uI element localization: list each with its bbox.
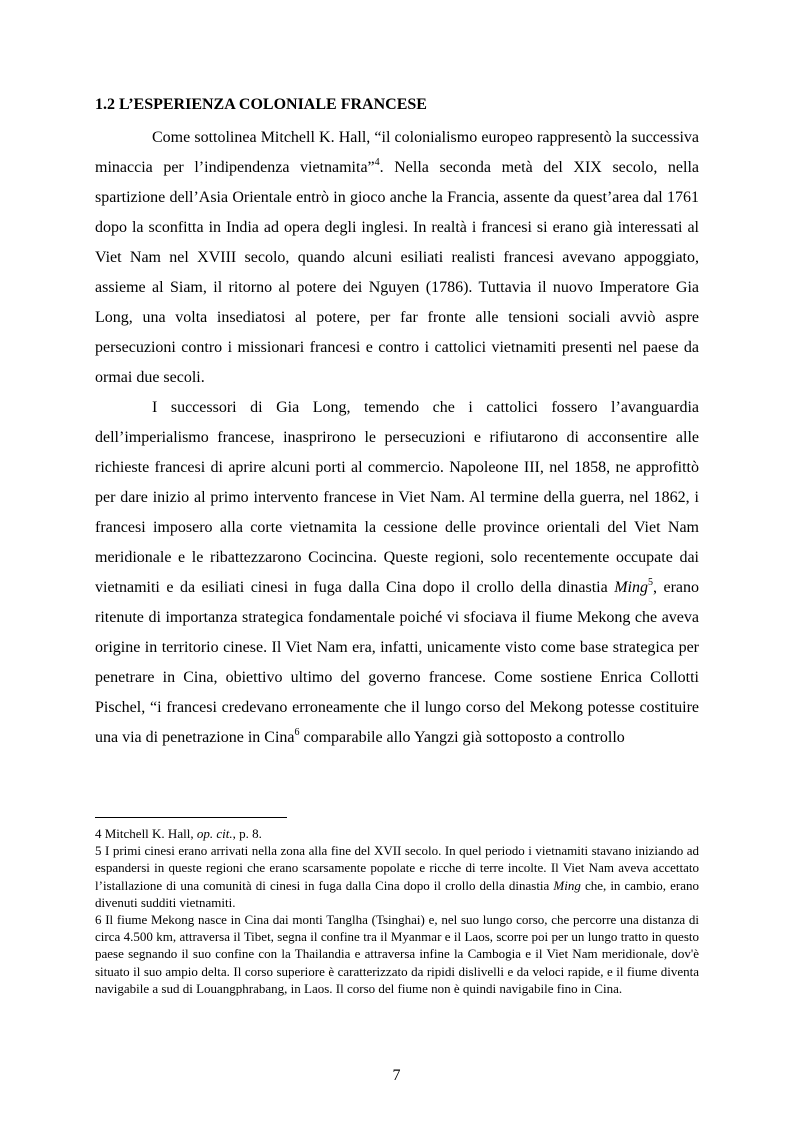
footnote-4-op-cit: op. cit. — [196, 826, 233, 841]
paragraph-2-text-c: comparabile allo Yangzi già sottoposto a controllo — [299, 729, 625, 746]
footnote-5-text-b: che, in cambio, erano divenuti sudditi vietnamiti. — [95, 877, 699, 910]
footnote-5-ming: Ming — [553, 877, 581, 893]
footnote-4-text-b: , p. 8. — [232, 826, 262, 841]
page-number: 7 — [392, 1067, 401, 1084]
footnote-ref-6: 6 — [294, 727, 300, 738]
footnote-ref-4: 4 — [374, 157, 380, 168]
footnote-ref-5: 5 — [647, 577, 653, 588]
footnotes — [95, 825, 699, 997]
paragraph-1 — [95, 123, 699, 393]
paragraph-1-text-b: . Nella seconda metà del XIX secolo, nella spartizione dell’Asia Orientale entrò in gioco anche la Francia, assente da quest’area dal 1761 dopo la sconfitta in India ad opera degli inglesi. In realtà i francesi si erano già interessati al Viet Nam nel XVIII secolo, quando alcuni esiliati realisti francesi avevano appoggiato, assieme al Siam, il ritorno al potere dei Nguyen (1786). Tuttavia il nuovo Imperatore Gia Long, una volta insediatosi al potere, per far fronte alle tensioni sociali avviò aspre persecuzioni contro i missionari francesi e contro i cattolici vietnamiti presenti nel paese da ormai due secoli. — [95, 159, 700, 386]
footnote-6 — [95, 911, 699, 997]
footnote-5-text-a: 5 I primi cinesi erano arrivati nella zona alla fine del XVII secolo. In quel periodo i vietnamiti stavano iniziando ad espandersi in queste regioni che erano scarsamente popolate e ricche di terre incolte. Il Viet Nam aveva accettato l’istallazione di una comunità di cinesi in fuga dalla Cina dopo il crollo della dinastia — [95, 843, 699, 893]
section-heading: 1.2 L’ESPERIENZA COLONIALE FRANCESE — [95, 96, 427, 113]
footnote-6-text: 6 Il fiume Mekong nasce in Cina dai monti Tanglha (Tsinghai) e, nel suo lungo corso, che percorre una distanza di circa 4.500 km, attraversa il Tibet, segna il confine tra il Myanmar e il Laos, scorre poi per un lungo tratto in questo paese segnando il suo confine con la Thailandia e attraversa infine la Cambogia e il Viet Nam meridionale, dov'è situato il suo ampio delta. Il corso superiore è caratterizzato da ripidi dislivelli e da veloci rapide, e il fiume diventa navigabile a sud di Louangphrabang, in Laos. Il corso del fiume non è quindi navigabile fino in Cina. — [95, 912, 699, 996]
footnote-5 — [95, 842, 699, 911]
body-text — [95, 123, 699, 753]
paragraph-2-text-b: , erano ritenute di importanza strategica fondamentale poiché vi sfociava il fiume Mekong che aveva origine in territorio cinese. Il Viet Nam era, infatti, unicamente visto come base strategica per penetrare in Cina, obiettivo ultimo del governo francese. Come sostiene Enrica Collotti Pischel, “i francesi credevano erroneamente che il lungo corso del Mekong potesse costituire una via di penetrazione in Cina — [95, 579, 700, 746]
dynasty-name-ming: Ming — [614, 579, 648, 596]
footnote-separator — [95, 817, 287, 818]
footnote-4-text-a: 4 Mitchell K. Hall, — [95, 826, 197, 841]
footnote-4 — [95, 825, 699, 842]
paragraph-1-text-a: Come sottolinea Mitchell K. Hall, “il colonialismo europeo rappresentò la successiva minaccia per l’indipendenza vietnamita” — [95, 129, 699, 176]
paragraph-2 — [95, 393, 699, 753]
paragraph-2-text-a: I successori di Gia Long, temendo che i cattolici fossero l’avanguardia dell’imperialismo francese, inasprirono le persecuzioni e rifiutarono di acconsentire alle richieste francesi di aprire alcuni porti al commercio. Napoleone III, nel 1858, ne approfittò per dare inizio al primo intervento francese in Viet Nam. Al termine della guerra, nel 1862, i francesi imposero alla corte vietnamita la cessione delle province orientali del Viet Nam meridionale e le ribattezzarono Cocincina. Queste regioni, solo recentemente occupate dai vietnamiti e da esiliati cinesi in fuga dalla Cina dopo il crollo della dinastia — [95, 399, 699, 596]
